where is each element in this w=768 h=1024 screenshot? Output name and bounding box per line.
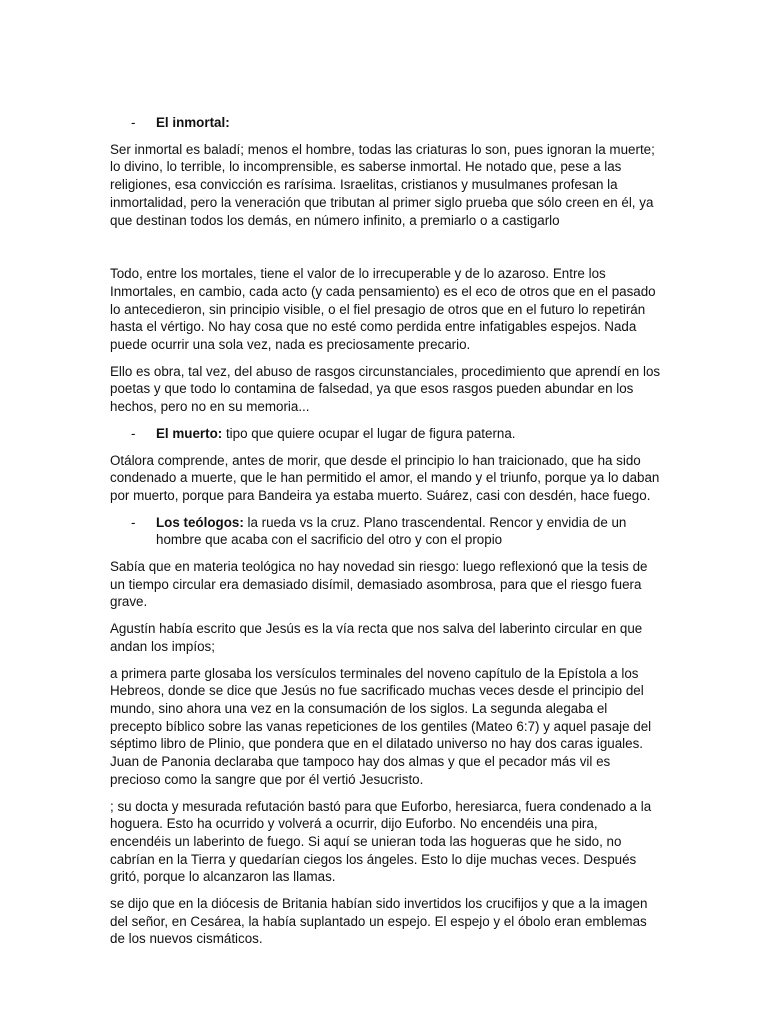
paragraph-7: a primera parte glosaba los versículos terminales del noveno capítulo de la Epístola a los Hebreos, donde se dice que Jesús no fue sacrificado muchas veces desde el principio del mundo, sino ahora una vez en la consumación de los siglos. La segunda alegaba el precepto bíblico sobre las vanas repeticiones de los gentiles (Mateo 6:7) y aquel pasaje del séptimo libro de Plinio, que pondera que en el dilatado universo no hay dos caras iguales. Juan de Panonia declaraba que tampoco hay dos almas y que el pecador más vil es precioso como la sangre que por él vertió Jesucristo. xyxy=(110,665,652,787)
paragraph-1: Ser inmortal es baladí; menos el hombre, todas las criaturas lo son, pues ignoran la muerte; lo divino, lo terrible, lo incomprensible, es saberse inmortal. He notado que, pese a las religiones, esa convicción es rarísima. Israelitas, cristianos y musulmanes profesan la inmortalidad, pero la veneración que tributan al primer siglo prueba que sólo creen en él, ya que destinan todos los demás, en número infinito, a premiarlo o a castigarlo xyxy=(110,141,655,228)
paragraph-9: se dijo que en la diócesis de Britania habían sido invertidos los crucifijos y que a la imagen del señor, en Cesárea, la había suplantado un espejo. El espejo y el óbolo eran emblemas de los nuevos cismáticos. xyxy=(110,896,648,947)
document-page xyxy=(110,114,662,957)
bullet-dash: - xyxy=(131,425,136,441)
paragraph-gap xyxy=(110,238,662,265)
bullet-text: la rueda vs la cruz. Plano trascendental. Rencor y envidia de un hombre que acaba con el sacrificio del otro y con el propio xyxy=(156,514,627,548)
paragraph-5: Sabía que en materia teológica no hay novedad sin riesgo: luego reflexionó que la tesis de un tiempo circular era demasiado disímil, demasiado asombrosa, para que el riesgo fuera grave. xyxy=(110,559,648,610)
bullet-label: El inmortal: xyxy=(156,115,230,130)
paragraph-4: Otálora comprende, antes de morir, que desde el principio lo han traicionado, que ha sido condenado a muerte, que le han permitido el amor, el mando y el triunfo, porque ya lo daban por muerto, porque para Bandeira ya estaba muerto. Suárez, casi con desdén, hace fuego. xyxy=(110,452,660,503)
bullet-text: tipo que quiere ocupar el lugar de figura paterna. xyxy=(222,425,516,441)
bullet-dash: - xyxy=(131,115,136,130)
bullet-dash: - xyxy=(131,514,136,530)
bullet-el-muerto xyxy=(110,425,662,443)
bullet-label: El muerto: xyxy=(156,425,223,441)
bullet-label: Los teólogos: xyxy=(156,514,244,530)
bullet-el-inmortal xyxy=(110,114,662,132)
paragraph-2: Todo, entre los mortales, tiene el valor de lo irrecuperable y de lo azaroso. Entre los Inmortales, en cambio, cada acto (y cada pensamiento) es el eco de otros que en el pasado lo antecedieron, sin principio visible, o el fiel presagio de otros que en el futuro lo repetirán hasta el vértigo. No hay cosa que no esté como perdida entre infatigables espejos. Nada puede ocurrir una sola vez, nada es preciosamente precario. xyxy=(110,266,656,353)
bullet-los-teologos xyxy=(110,514,662,549)
paragraph-8: ; su docta y mesurada refutación bastó para que Euforbo, heresiarca, fuera condenado a la hoguera. Esto ha ocurrido y volverá a ocurrir, dijo Euforbo. No encendéis una pira, encendéis un laberinto de fuego. Si aquí se unieran toda las hogueras que he sido, no cabrían en la Tierra y quedarían ciegos los ángeles. Esto lo dije muchas veces. Después gritó, porque lo alcanzaron las llamas. xyxy=(110,798,652,885)
paragraph-6: Agustín había escrito que Jesús es la vía recta que nos salva del laberinto circular en que andan los impíos; xyxy=(110,621,643,654)
paragraph-3: Ello es obra, tal vez, del abuso de rasgos circunstanciales, procedimiento que aprendí en los poetas y que todo lo contamina de falsedad, ya que esos rasgos pueden abundar en los hechos, pero no en su memoria... xyxy=(110,363,661,415)
